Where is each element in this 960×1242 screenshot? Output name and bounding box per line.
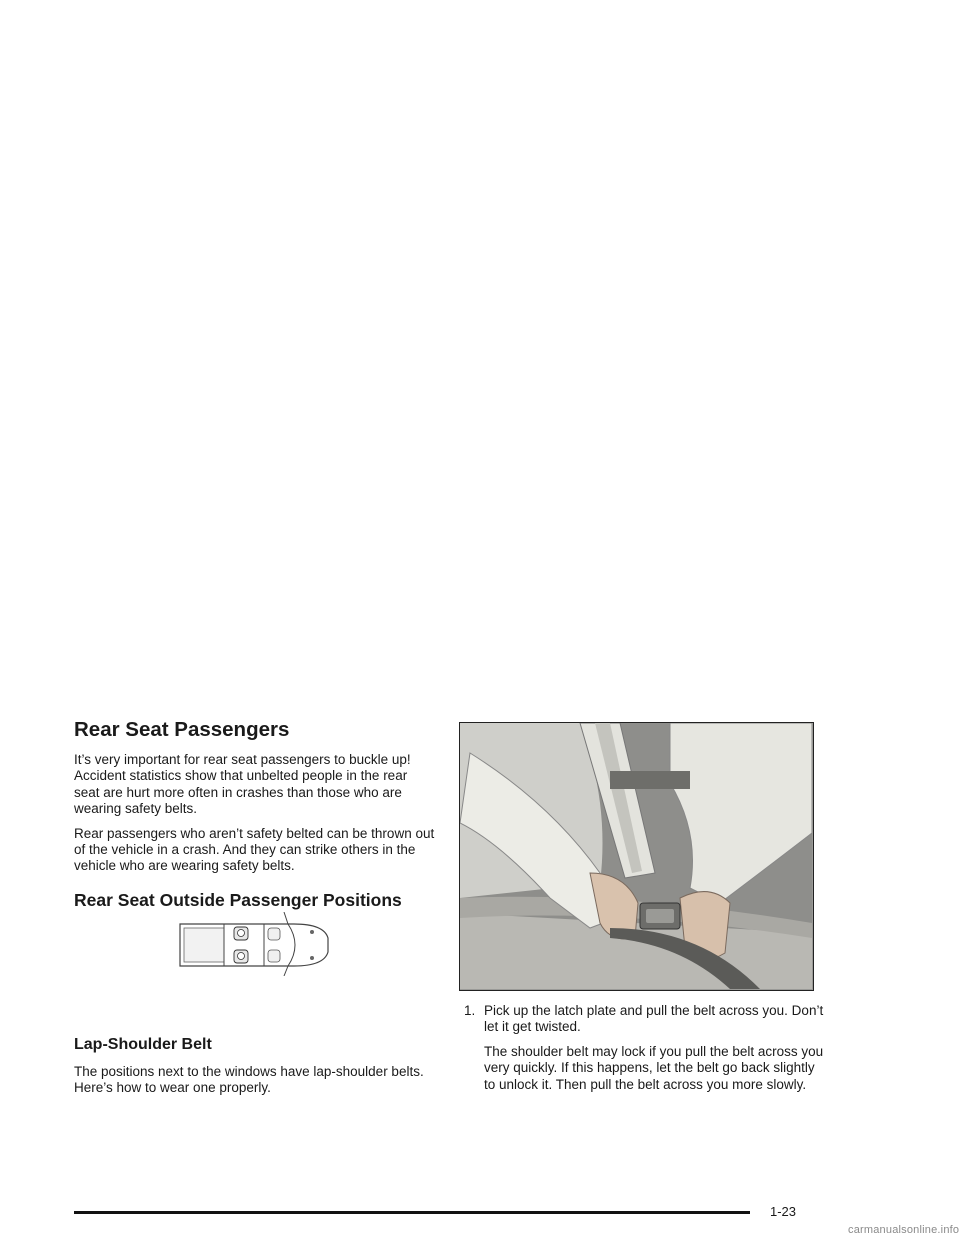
instruction-steps <box>464 1003 824 1093</box>
step-text: Pick up the latch plate and pull the belt across you. Don’t let it get twisted. <box>484 1003 824 1035</box>
paragraph-buckle-up: It’s very important for rear seat passengers to buckle up! Accident statistics show that unbelted people in the rear seat are hurt more often in crashes than those who are wearing safety belts. <box>74 752 411 817</box>
seat-belt-illustration-icon <box>460 723 812 989</box>
step-1 <box>464 1003 824 1036</box>
lap-shoulder-title: Lap-Shoulder Belt <box>74 1036 212 1053</box>
lap-shoulder-heading-wrap <box>74 1035 436 1055</box>
left-column <box>74 718 436 911</box>
watermark: carmanualsonline.info <box>848 1224 960 1236</box>
lap-shoulder-paragraph: The positions next to the windows have lap-shoulder belts. Here’s how to wear one properly. <box>74 1064 424 1096</box>
page-number: 1-23 <box>770 1204 797 1219</box>
footer-divider <box>74 1211 750 1214</box>
seat-position-diagram <box>176 912 332 976</box>
section-title: Rear Seat Passengers <box>74 718 290 741</box>
step-note: The shoulder belt may lock if you pull the belt across you very quickly. If this happens, let the belt go back slightly to unlock it. Then pull the belt across you more slowly. <box>484 1043 824 1092</box>
step-number: 1. <box>464 1003 476 1018</box>
subsection-title: Rear Seat Outside Passenger Positions <box>74 889 402 910</box>
lap-shoulder-body-wrap <box>74 1064 436 1105</box>
vehicle-top-view-icon <box>176 912 332 976</box>
belt-buckling-illustration <box>459 722 814 991</box>
paragraph-unbelted: Rear passengers who aren’t safety belted can be thrown out of the vehicle in a crash. And they can strike others in the vehicle who are wearing safety belts. <box>74 825 435 874</box>
